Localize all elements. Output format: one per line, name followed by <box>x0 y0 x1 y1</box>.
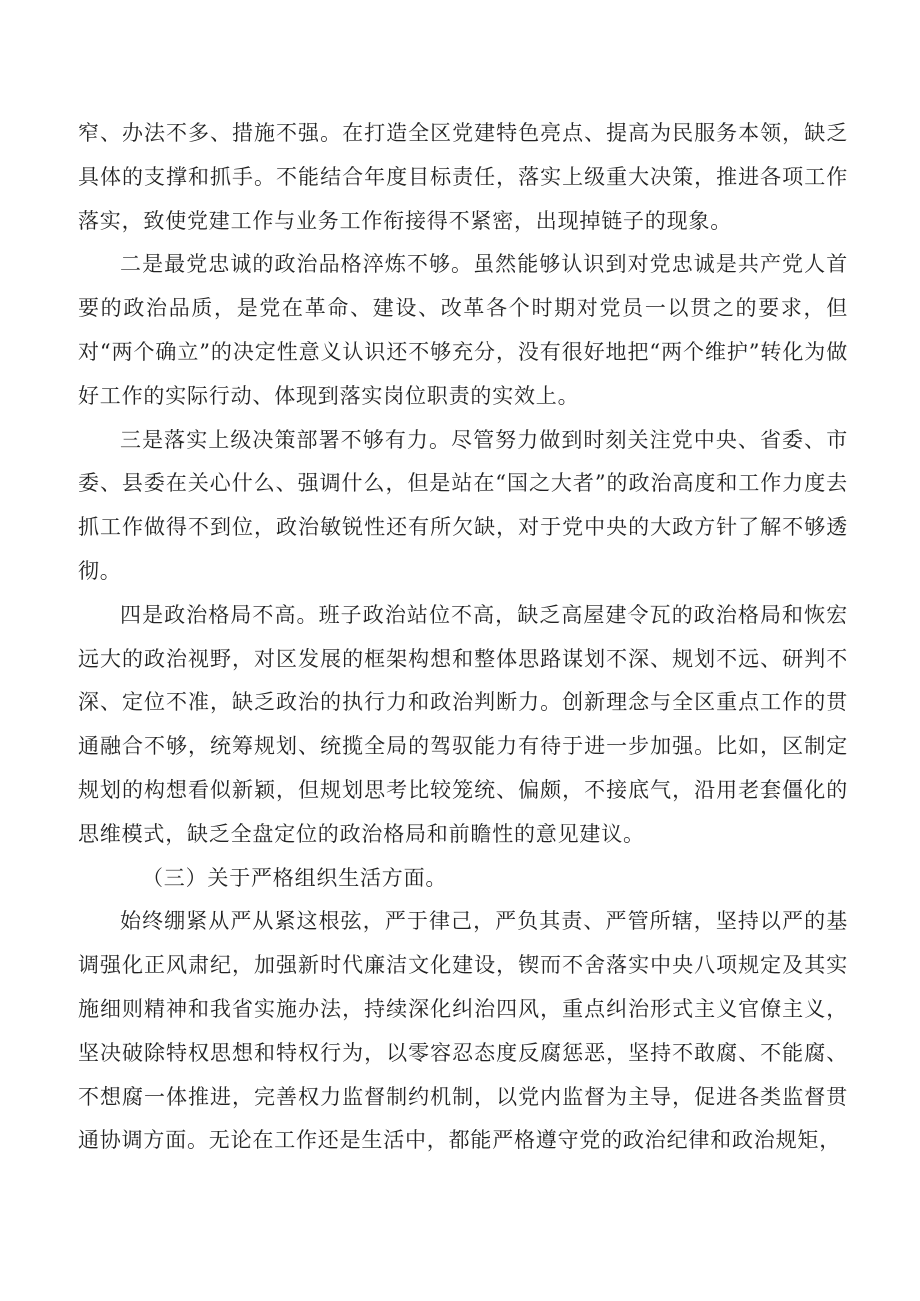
paragraph-continuation: 窄、办法不多、措施不强。在打造全区党建特色亮点、提高为民服务本领，缺乏具体的支撑和抓手。不能结合年度目标责任，落实上级重大决策，推进各项工作落实，致使党建工作与业务工作衔接得不紧密，出现掉链子的现象。 <box>78 121 848 233</box>
paragraph-loyalty: 二是最党忠诚的政治品格淬炼不够。虽然能够认识到对党忠诚是共产党人首要的政治品质，是党在革命、建设、改革各个时期对党员一以贯之的要求，但对“两个确立”的决定性意义认识还不够充分，没有很好地把“两个维护”转化为做好工作的实际行动、体现到落实岗位职责的实效上。 <box>78 252 848 408</box>
paragraph-political-vision: 四是政治格局不高。班子政治站位不高，缺乏高屋建令瓦的政治格局和恢宏远大的政治视野，对区发展的框架构想和整体思路谋划不深、规划不远、研判不深、定位不准，缺乏政治的执行力和政治判断力。创新理念与全区重点工作的贯通融合不够，统筹规划、统揽全局的驾驭能力有待于进一步加强。比如，区制定规划的构想看似新颖，但规划思考比较笼统、偏颇，不接底气，沿用老套僵化的思维模式，缺乏全盘定位的政治格局和前瞻性的意见建议。 <box>78 602 848 846</box>
section-heading: （三）关于严格组织生活方面。 <box>142 865 448 890</box>
paragraph-organization-life: 始终绷紧从严从紧这根弦，严于律己，严负其责、严管所辖，坚持以严的基调强化正风肃纪，加强新时代廉洁文化建设，锲而不舍落实中央八项规定及其实施细则精神和我省实施办法，持续深化纠治四风，重点纠治形式主义官僚主义，坚决破除特权思想和特权行为，以零容忍态度反腐惩恶，坚持不敢腐、不能腐、不想腐一体推进，完善权力监督制约机制，以党内监督为主导，促进各类监督贯通协调方面。无论在工作还是生活中，都能严格遵守党的政治纪律和政治规矩， <box>78 909 848 1153</box>
paragraph-implementation: 三是落实上级决策部署不够有力。尽管努力做到时刻关注党中央、省委、市委、县委在关心什么、强调什么，但是站在“国之大者”的政治高度和工作力度去抓工作做得不到位，政治敏锐性还有所欠缺，对于党中央的大政方针了解不够透彻。 <box>78 427 848 583</box>
document-body <box>78 112 848 1163</box>
